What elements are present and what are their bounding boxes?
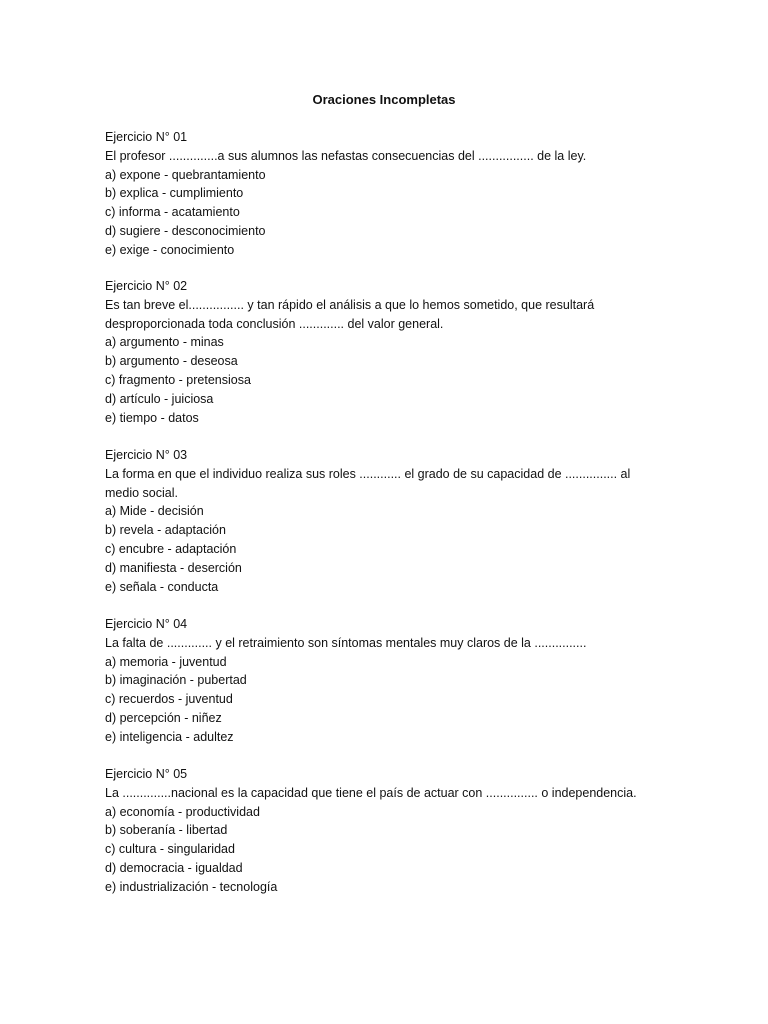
answer-options bbox=[105, 333, 645, 427]
answer-option-b: b) imaginación - pubertad bbox=[105, 673, 247, 688]
exercise-heading: Ejercicio N° 03 bbox=[105, 448, 188, 462]
answer-option-c: c) cultura - singularidad bbox=[105, 842, 235, 857]
answer-option-b: b) argumento - deseosa bbox=[105, 354, 238, 369]
answer-option-a: a) economía - productividad bbox=[105, 804, 260, 819]
exercise-question: La forma en que el individuo realiza sus roles ............ el grado de su capacidad de ............... al medio social. bbox=[105, 466, 631, 500]
answer-options bbox=[105, 803, 645, 897]
answer-option-e: e) tiempo - datos bbox=[105, 410, 199, 425]
exercise-02 bbox=[105, 277, 645, 427]
page-title: Oraciones Incompletas bbox=[312, 92, 456, 107]
answer-option-e: e) industrialización - tecnología bbox=[105, 879, 278, 894]
exercise-heading: Ejercicio N° 01 bbox=[105, 130, 188, 144]
answer-option-c: c) recuerdos - juventud bbox=[105, 692, 233, 707]
answer-option-d: d) sugiere - desconocimiento bbox=[105, 223, 266, 238]
exercise-05 bbox=[105, 765, 645, 897]
answer-option-c: c) fragmento - pretensiosa bbox=[105, 372, 251, 387]
answer-option-b: b) explica - cumplimiento bbox=[105, 186, 244, 201]
answer-option-c: c) encubre - adaptación bbox=[105, 541, 237, 556]
answer-option-b: b) revela - adaptación bbox=[105, 523, 226, 538]
answer-option-d: d) artículo - juiciosa bbox=[105, 391, 214, 406]
exercise-heading: Ejercicio N° 02 bbox=[105, 279, 188, 293]
exercise-heading: Ejercicio N° 05 bbox=[105, 767, 188, 781]
answer-option-d: d) percepción - niñez bbox=[105, 710, 222, 725]
answer-option-d: d) democracia - igualdad bbox=[105, 860, 243, 875]
exercise-01 bbox=[105, 128, 645, 260]
exercise-question: Es tan breve el................ y tan rápido el análisis a que lo hemos sometido, que resultará desproporcionada toda conclusión ............. del valor general. bbox=[105, 297, 595, 331]
exercise-question: La ..............nacional es la capacidad que tiene el país de actuar con ............... o independencia. bbox=[105, 785, 637, 800]
answer-options bbox=[105, 166, 645, 260]
exercise-03 bbox=[105, 446, 645, 596]
exercise-04 bbox=[105, 615, 645, 747]
answer-option-e: e) señala - conducta bbox=[105, 579, 219, 594]
answer-option-a: a) expone - quebrantamiento bbox=[105, 167, 266, 182]
answer-option-a: a) memoria - juventud bbox=[105, 654, 227, 669]
answer-options bbox=[105, 502, 645, 596]
answer-option-b: b) soberanía - libertad bbox=[105, 823, 228, 838]
exercise-question: El profesor ..............a sus alumnos las nefastas consecuencias del ................ de la ley. bbox=[105, 148, 587, 163]
answer-option-c: c) informa - acatamiento bbox=[105, 205, 240, 220]
answer-option-d: d) manifiesta - deserción bbox=[105, 560, 242, 575]
answer-option-e: e) exige - conocimiento bbox=[105, 242, 235, 257]
answer-option-a: a) argumento - minas bbox=[105, 335, 224, 350]
answer-option-e: e) inteligencia - adultez bbox=[105, 729, 234, 744]
exercise-question: La falta de ............. y el retraimiento son síntomas mentales muy claros de la ............... bbox=[105, 635, 587, 650]
answer-options bbox=[105, 653, 645, 747]
exercise-heading: Ejercicio N° 04 bbox=[105, 617, 188, 631]
answer-option-a: a) Mide - decisión bbox=[105, 504, 204, 519]
